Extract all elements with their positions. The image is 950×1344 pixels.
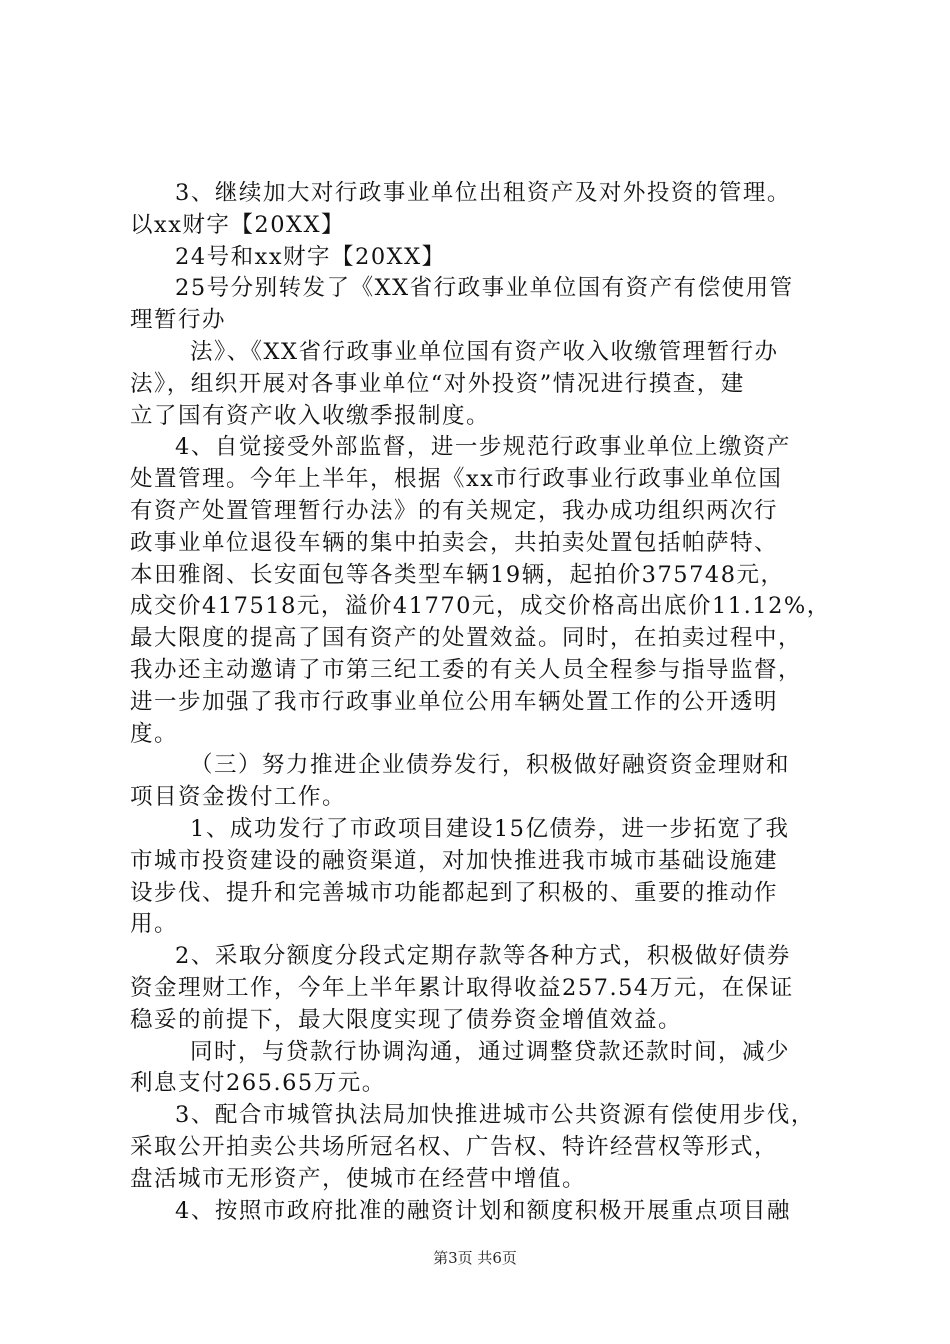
text-line: 采取公开拍卖公共场所冠名权、广告权、特许经营权等形式， xyxy=(130,1133,779,1160)
text-line: 政事业单位退役车辆的集中拍卖会，共拍卖处置包括帕萨特、 xyxy=(130,529,779,556)
text-line: 成交价417518元，溢价41770元，成交价格高出底价11.12%， xyxy=(130,593,831,620)
text-line: 立了国有资产收入收缴季报制度。 xyxy=(130,402,491,429)
text-line: 项目资金拨付工作。 xyxy=(130,784,347,811)
text-line: 稳妥的前提下，最大限度实现了债券资金增值效益。 xyxy=(130,1006,683,1033)
text-line: 3、继续加大对行政事业单位出租资产及对外投资的管理。 xyxy=(175,180,791,206)
text-line: 以xx财字【20XX】 xyxy=(130,211,346,238)
text-line: 处置管理。今年上半年，根据《xx市行政事业行政事业单位国 xyxy=(130,466,783,493)
text-line: 同时，与贷款行协调沟通，通过调整贷款还款时间，减少 xyxy=(190,1038,791,1065)
page-footer: 第3页 共6页 xyxy=(433,1249,517,1267)
text-line: 我办还主动邀请了市第三纪工委的有关人员全程参与指导监督， xyxy=(130,656,803,683)
text-line: 2、采取分额度分段式定期存款等各种方式，积极做好债券 xyxy=(175,943,791,970)
text-line: 1、成功发行了市政项目建设15亿债券，进一步拓宽了我 xyxy=(190,815,790,842)
text-line: 用。 xyxy=(130,911,179,938)
text-line: 理暂行办 xyxy=(130,307,227,334)
text-line: 度。 xyxy=(130,720,179,747)
text-line: 25号分别转发了《XX省行政事业单位国有资产有偿使用管 xyxy=(175,275,794,302)
text-line: 最大限度的提高了国有资产的处置效益。同时，在拍卖过程中， xyxy=(130,625,803,652)
text-line: 有资产处置管理暂行办法》的有关规定，我办成功组织两次行 xyxy=(130,497,779,524)
text-line: 法》、《XX省行政事业单位国有资产收入收缴管理暂行办 xyxy=(190,338,779,365)
text-line: 4、按照市政府批准的融资计划和额度积极开展重点项目融 xyxy=(175,1197,791,1224)
text-line: 24号和xx财字【20XX】 xyxy=(175,243,446,270)
text-line: 4、自觉接受外部监督，进一步规范行政事业单位上缴资产 xyxy=(175,434,791,461)
text-line: 资金理财工作，今年上半年累计取得收益257.54万元，在保证 xyxy=(130,974,794,1001)
document-body xyxy=(130,178,835,1227)
text-line: 市城市投资建设的融资渠道，对加快推进我市城市基础设施建 xyxy=(130,847,779,874)
text-line: （三）努力推进企业债券发行，积极做好融资资金理财和 xyxy=(190,752,791,779)
text-line: 进一步加强了我市行政事业单位公用车辆处置工作的公开透明 xyxy=(130,688,779,715)
text-line: 3、配合市城管执法局加快推进城市公共资源有偿使用步伐， xyxy=(175,1102,815,1129)
text-line: 利息支付265.65万元。 xyxy=(130,1070,386,1097)
text-line: 盘活城市无形资产，使城市在经营中增值。 xyxy=(130,1165,587,1192)
text-line: 本田雅阁、长安面包等各类型车辆19辆，起拍价375748元， xyxy=(130,561,785,588)
text-line: 设步伐、提升和完善城市功能都起到了积极的、重要的推动作 xyxy=(130,879,779,906)
text-line: 法》，组织开展对各事业单位“对外投资”情况进行摸查，建 xyxy=(130,370,745,397)
